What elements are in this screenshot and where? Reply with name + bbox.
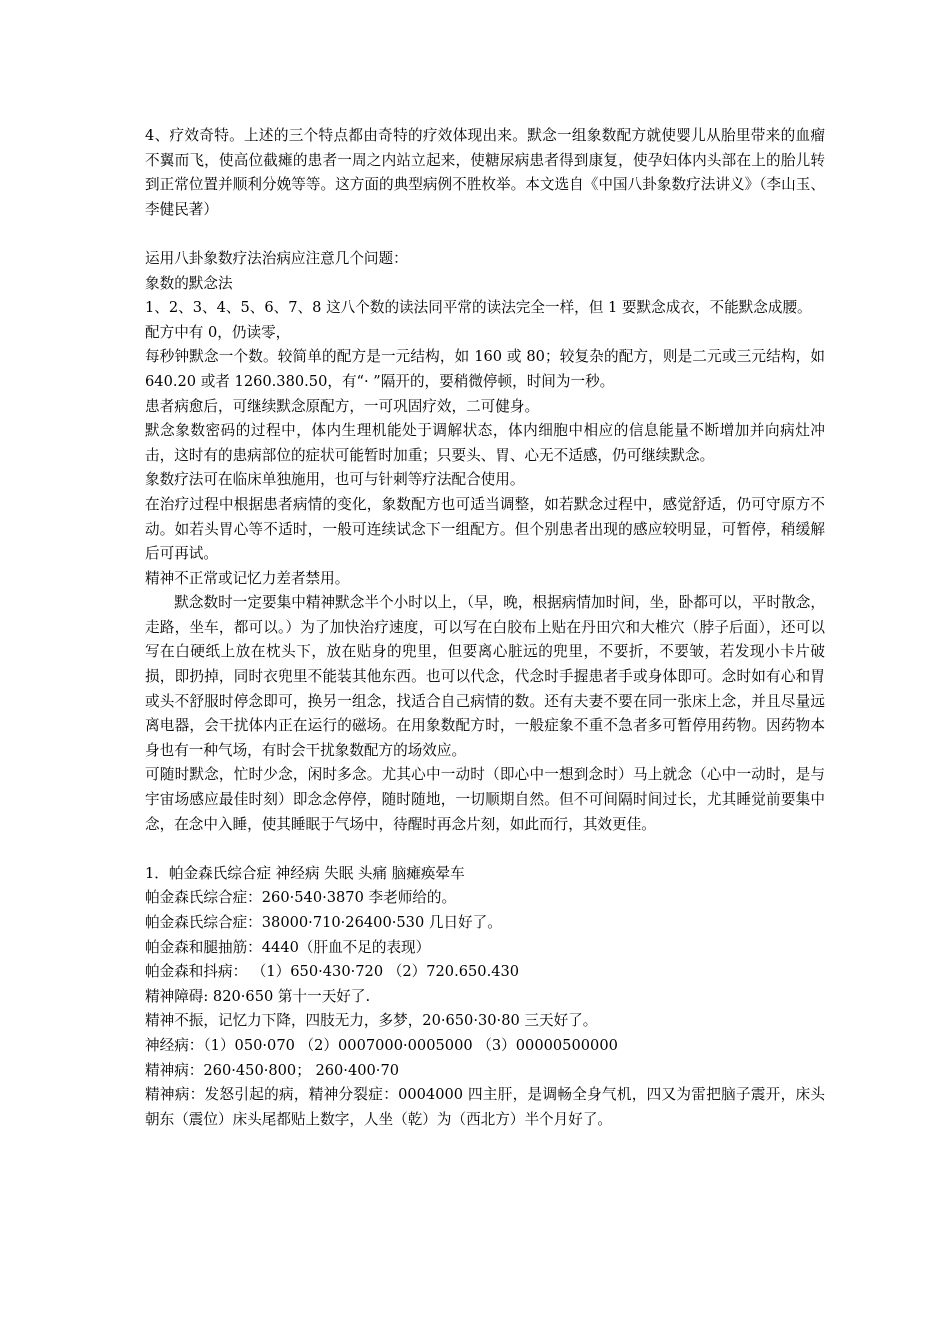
remedy-line: 帕金森氏综合症：260·540·3870 李老师给的。 bbox=[145, 889, 457, 907]
note-item: 象数疗法可在临床单独施用，也可与针刺等疗法配合使用。 bbox=[145, 471, 525, 489]
note-item: 患者病愈后，可继续默念原配方，一可巩固疗效，二可健身。 bbox=[145, 397, 540, 415]
closing-paragraph: 可随时默念，忙时少念，闲时多念。尤其心中一动时（即心中一想到念时）马上就念（心中一动时，是与宇宙场感应最佳时刻）即念念停停，随时随地，一切顺期自然。但不可间隔时间过长，尤其睡觉前要集中念，在念中入睡，使其睡眠于气场中，待醒时再念片刻，如此而行，其效更佳。 bbox=[145, 766, 825, 833]
remedy-line: 帕金森氏综合症：38000·710·26400·530 几日好了。 bbox=[145, 914, 502, 931]
section-title: 1．帕金森氏综合症 神经病 失眠 头痛 脑瘫痪晕车 bbox=[145, 864, 465, 882]
remedy-line: 帕金森和腿抽筋：4440（肝血不足的表现） bbox=[145, 938, 431, 956]
note-item: 在治疗过程中根据患者病情的变化，象数配方也可适当调整，如若默念过程中，感觉舒适，仍可守原方不动。如若头胃心等不适时，一般可连续试念下一组配方。但个别患者出现的感应较明显，可暂停，稍缓解后可再试。 bbox=[145, 495, 825, 563]
note-item: 1、2、3、4、5、6、7、8 这八个数的读法同平常的读法完全一样，但 1 要默念成衣，不能默念成腰。 bbox=[145, 299, 812, 317]
indented-paragraph: 默念数时一定要集中精神默念半个小时以上，（早，晚，根据病情加时间，坐，卧都可以，平时散念，走路，坐车，都可以。）为了加快治疗速度，可以写在白胶布上贴在丹田穴和大椎穴（脖子后面），还可以写在白硬纸上放在枕头下，放在贴身的兜里，但要离心脏远的兜里，不要折，不要皱，若发现小卡片破损，即扔掉，同时衣兜里不能装其他东西。也可以代念，代念时手握患者手或身体即可。念时如有心和胃或头不舒服时停念即可，换另一组念，找适合自己病情的数。还有夫妻不要在同一张床上念，并且尽量远离电器，会干扰体内正在运行的磁场。在用象数配方时，一般症象不重不急者多可暂停用药物。因药物本身也有一种气场，有时会干扰象数配方的场效应。 bbox=[145, 594, 825, 759]
method-heading: 象数的默念法 bbox=[145, 274, 233, 292]
document-page bbox=[145, 124, 825, 1132]
remedy-line: 精神不振，记忆力下降，四肢无力，多梦，20·650·30·80 三天好了。 bbox=[145, 1012, 598, 1030]
remedy-line: 精神病：发怒引起的病，精神分裂症：0004000 四主肝，是调畅全身气机，四又为雷把脑子震开，床头朝东（震位）床头尾都贴上数字，人坐（乾）为（西北方）半个月好了。 bbox=[145, 1086, 825, 1128]
note-item: 每秒钟默念一个数。较简单的配方是一元结构，如 160 或 80；较复杂的配方，则是二元或三元结构，如 640.20 或者 1260.380.50，有“· ”隔开的，要稍微停顿，时间为一秒。 bbox=[145, 348, 825, 390]
blank-line bbox=[145, 837, 825, 862]
note-item: 默念象数密码的过程中，体内生理机能处于调解状态，体内细胞中相应的信息能量不断增加并向病灶冲击，这时有的患病部位的症状可能暂时加重；只要头、胃、心无不适感，仍可继续默念。 bbox=[145, 422, 825, 464]
blank-line bbox=[145, 222, 825, 247]
remedy-line: 精神障碍: 820·650 第十一天好了. bbox=[145, 987, 371, 1005]
remedy-line: 帕金森和抖病： （1）650·430·720 （2）720.650.430 bbox=[145, 963, 520, 981]
note-item: 配方中有 0，仍读零， bbox=[145, 323, 291, 341]
intro-paragraph: 4、疗效奇特。上述的三个特点都由奇特的疗效体现出来。默念一组象数配方就使婴儿从胎里带来的血瘤不翼而飞，使高位截瘫的患者一周之内站立起来，使糖尿病患者得到康复，使孕妇体内头部在上的胎儿转到正常位置并顺利分娩等等。这方面的典型病例不胜枚举。本文选自《中国八卦象数疗法讲义》（李山玉、李健民著） bbox=[145, 127, 825, 218]
note-item: 精神不正常或记忆力差者禁用。 bbox=[145, 569, 350, 587]
remedy-line: 神经病：（1）050·070 （2）0007000·0005000 （3）00000500000 bbox=[145, 1036, 618, 1054]
remedy-line: 精神病：260·450·800； 260·400·70 bbox=[145, 1061, 400, 1079]
notes-heading: 运用八卦象数疗法治病应注意几个问题： bbox=[145, 249, 408, 267]
